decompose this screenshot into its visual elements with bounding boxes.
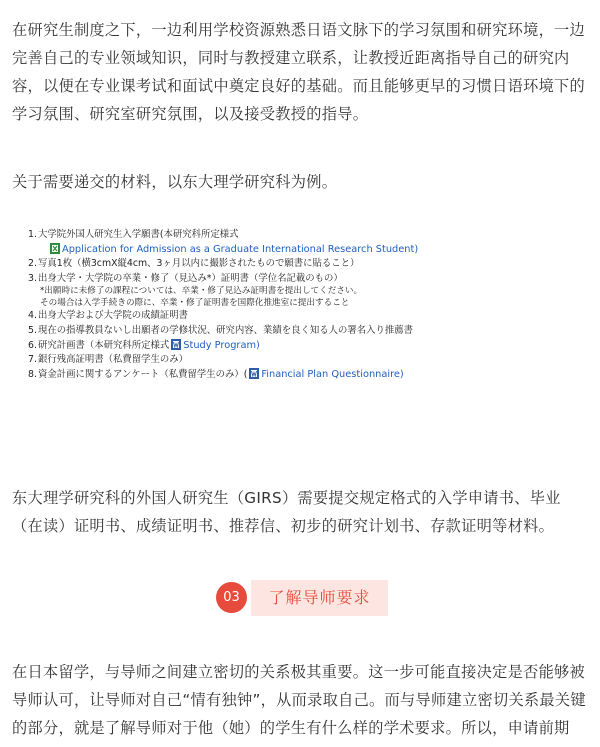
- list-item-link-row: [28, 243, 488, 258]
- application-form-link[interactable]: Application for Admission as a Graduate International Research Student): [62, 243, 419, 255]
- list-item: 2.写真1枚（横3cmX縦4cm、3ヶ月以内に撮影されたもので願書に貼ること）: [28, 258, 360, 270]
- list-item-note: その場合は入学手続きの際に、卒業・修了証明書を国際化推進室に提出すること: [40, 297, 350, 308]
- excel-file-icon: [50, 243, 60, 254]
- section-header: [216, 580, 388, 616]
- section-number-badge: 03: [216, 582, 247, 613]
- financial-plan-link[interactable]: Financial Plan Questionnaire): [261, 368, 404, 380]
- list-item: 7.銀行残高証明書（私費留学生のみ）: [28, 354, 189, 366]
- list-item: 3.出身大学・大学院の卒業・修了（見込み*）証明書（学位名記載のもの）: [28, 272, 343, 284]
- list-item: 5.現在の指導教員ないし出願者の学修状況、研究内容、業績を良く知る人の署名入り推薦書: [28, 324, 414, 336]
- advisor-paragraph: 在日本留学，与导师之间建立密切的关系极其重要。这一步可能直接决定是否能够被导师认可，让导师对自己“情有独钟”，从而录取自己。而与导师建立密切关系最关键的部分，就是了解导师对于他（她）的学生有什么样的学术要求。所以，申请前期: [12, 663, 586, 737]
- section-title: 了解导师要求: [251, 580, 388, 616]
- study-program-link[interactable]: Study Program): [183, 339, 260, 351]
- application-materials-image: [28, 228, 488, 418]
- list-item-note: *出願時に未修了の課程については、卒業・修了見込み証明書を提出してください。: [40, 286, 363, 297]
- list-item: 6.研究計画書（本研究科所定様式 Study Program): [28, 339, 260, 351]
- intro-paragraph: 在研究生制度之下，一边利用学校资源熟悉日语文脉下的学习氛围和研究环境，一边完善自己的专业领域知识，同时与教授建立联系，让教授近距离指导自己的研究内容，以便在专业课考试和面试中奠定良好的基础。而且能够更早的习惯日语环境下的学习氛围、研究室研究氛围，以及接受教授的指导。: [12, 21, 586, 123]
- list-item: 8.資金計画に関するアンケート（私費留学生のみ）( Financial Plan Questionnaire): [28, 368, 404, 380]
- word-file-icon: [249, 368, 259, 379]
- word-file-icon: [171, 339, 181, 350]
- list-item: 1.大学院外国人研究生入学願書(本研究科所定様式: [28, 229, 239, 240]
- list-item: 4.出身大学および大学院の成績証明書: [28, 310, 189, 322]
- girs-materials-paragraph: 东大理学研究科的外国人研究生（GIRS）需要提交规定格式的入学申请书、毕业（在读）证明书、成绩证明书、推荐信、初步的研究计划书、存款证明等材料。: [12, 489, 561, 535]
- materials-intro-paragraph: 关于需要递交的材料，以东大理学研究科为例。: [12, 173, 338, 191]
